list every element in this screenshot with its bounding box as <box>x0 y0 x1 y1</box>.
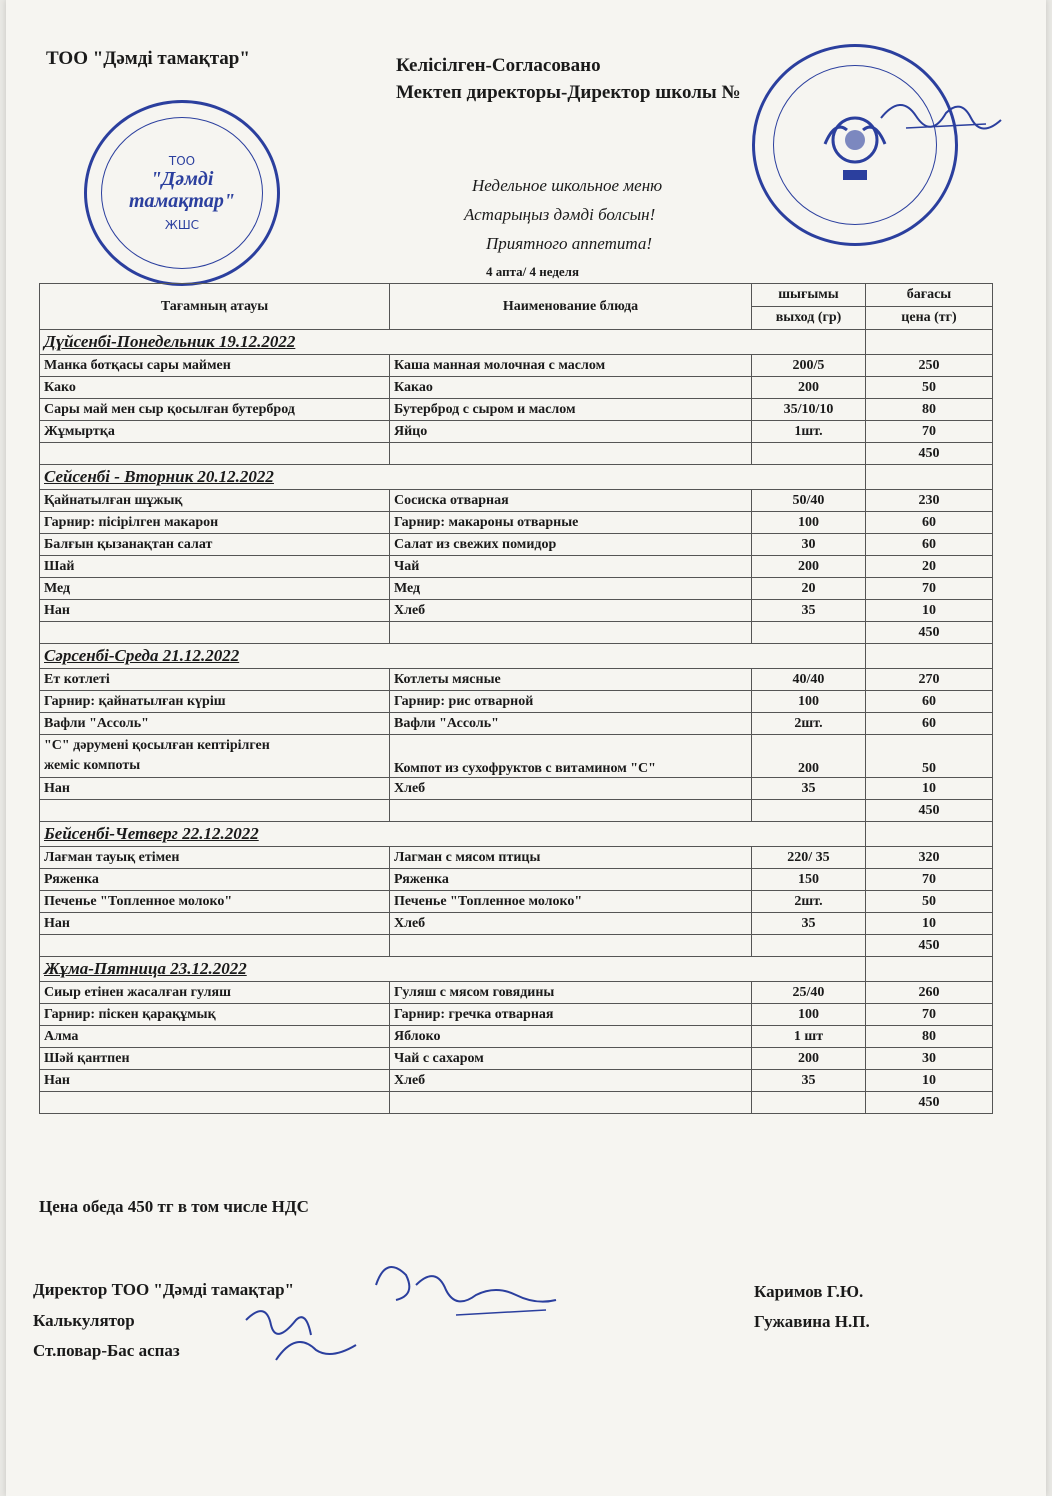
header-output-kz: шығымы <box>752 284 866 307</box>
dish-name-ru: Котлеты мясные <box>390 669 752 691</box>
dish-name-kz: Нан <box>40 1070 390 1092</box>
day-title-empty <box>866 330 993 355</box>
dish-name-kz: Шәй қантпен <box>40 1048 390 1070</box>
total-row <box>40 622 993 644</box>
day-row <box>40 465 993 490</box>
dish-name-kz: Сары май мен сыр қосылған бутерброд <box>40 399 390 421</box>
header-name-ru: Наименование блюда <box>390 284 752 330</box>
dish-name-ru: Хлеб <box>390 778 752 800</box>
dish-name-ru: Бутерброд с сыром и маслом <box>390 399 752 421</box>
table-row <box>40 891 993 913</box>
dish-name-kz <box>40 735 390 778</box>
total-empty-cell <box>40 800 390 822</box>
day-title-empty <box>866 465 993 490</box>
organization-name: ТОО "Дәмді тамақтар" <box>46 48 250 69</box>
day-total: 450 <box>866 1092 993 1114</box>
total-empty-cell <box>390 1092 752 1114</box>
dish-price: 70 <box>866 869 993 891</box>
dish-output: 2шт. <box>752 891 866 913</box>
dish-name-ru: Печенье "Топленное молоко" <box>390 891 752 913</box>
company-stamp <box>84 100 280 286</box>
dish-price: 250 <box>866 355 993 377</box>
dish-price: 80 <box>866 1026 993 1048</box>
dish-output: 2шт. <box>752 713 866 735</box>
table-header-row <box>40 284 993 307</box>
total-row <box>40 443 993 465</box>
day-total: 450 <box>866 622 993 644</box>
table-row <box>40 1004 993 1026</box>
table-row <box>40 490 993 512</box>
dish-name-ru: Компот из сухофруктов с витамином "С" <box>390 735 752 778</box>
calculator-name: Гужавина Н.П. <box>754 1312 870 1331</box>
dish-output: 100 <box>752 512 866 534</box>
dish-output: 50/40 <box>752 490 866 512</box>
dish-name-ru: Гарнир: рис отварной <box>390 691 752 713</box>
dish-name-kz-line2: жеміс компоты <box>44 758 141 773</box>
total-empty-cell <box>390 935 752 957</box>
total-empty-cell <box>40 622 390 644</box>
dish-output: 40/40 <box>752 669 866 691</box>
stamp-bottom-text: ЖШС <box>164 218 200 232</box>
dish-name-kz-line1: "С" дәрумені қосылған кептірілген <box>44 738 270 753</box>
day-title: Сәрсенбі-Среда 21.12.2022 <box>40 644 866 669</box>
dish-output: 1шт. <box>752 421 866 443</box>
dish-price: 60 <box>866 512 993 534</box>
dish-name-ru: Яйцо <box>390 421 752 443</box>
dish-name-kz: Қайнатылған шұжық <box>40 490 390 512</box>
dish-name-ru: Гарнир: гречка отварная <box>390 1004 752 1026</box>
table-row <box>40 778 993 800</box>
dish-output: 200 <box>752 1048 866 1070</box>
table-row <box>40 982 993 1004</box>
dish-name-kz: Алма <box>40 1026 390 1048</box>
dish-name-ru: Вафли "Ассоль" <box>390 713 752 735</box>
table-row <box>40 355 993 377</box>
dish-name-ru: Хлеб <box>390 913 752 935</box>
calculator-label: Калькулятор <box>33 1311 135 1330</box>
day-total: 450 <box>866 935 993 957</box>
stamp-top-text: ТОО <box>168 154 196 168</box>
header-name-kz: Тағамның атауы <box>40 284 390 330</box>
total-empty-cell <box>752 935 866 957</box>
total-row <box>40 1092 993 1114</box>
table-row <box>40 847 993 869</box>
day-row <box>40 644 993 669</box>
day-title: Жұма-Пятница 23.12.2022 <box>40 957 866 982</box>
table-row <box>40 600 993 622</box>
calculator-signature <box>236 1300 366 1370</box>
dish-price: 60 <box>866 691 993 713</box>
dish-name-kz: Нан <box>40 600 390 622</box>
table-row <box>40 735 993 778</box>
day-title: Дүйсенбі-Понедельник 19.12.2022 <box>40 330 866 355</box>
dish-name-ru: Салат из свежих помидор <box>390 534 752 556</box>
director-approval-line: Мектеп директоры-Директор школы № <box>396 82 741 103</box>
dish-name-kz: Печенье "Топленное молоко" <box>40 891 390 913</box>
stamp-name-line2: тамақтар" <box>128 190 236 212</box>
table-row <box>40 1070 993 1092</box>
dish-name-ru: Сосиска отварная <box>390 490 752 512</box>
dish-output: 200 <box>752 735 866 778</box>
dish-name-ru: Каша манная молочная с маслом <box>390 355 752 377</box>
menu-title: Недельное школьное меню <box>472 176 663 195</box>
total-row <box>40 935 993 957</box>
dish-price: 70 <box>866 1004 993 1026</box>
dish-name-ru: Мед <box>390 578 752 600</box>
total-empty-cell <box>390 622 752 644</box>
dish-name-kz: Ряженка <box>40 869 390 891</box>
dish-name-kz: Нан <box>40 778 390 800</box>
dish-name-ru: Гарнир: макароны отварные <box>390 512 752 534</box>
total-empty-cell <box>40 935 390 957</box>
total-empty-cell <box>752 443 866 465</box>
document-page <box>6 0 1046 1496</box>
dish-output: 35 <box>752 778 866 800</box>
table-row <box>40 691 993 713</box>
dish-price: 60 <box>866 713 993 735</box>
dish-output: 20 <box>752 578 866 600</box>
director-label: Директор ТОО "Дәмді тамақтар" <box>33 1280 295 1299</box>
greeting-ru: Приятного аппетита! <box>486 234 653 253</box>
table-row <box>40 578 993 600</box>
dish-output: 200 <box>752 556 866 578</box>
dish-output: 200/5 <box>752 355 866 377</box>
day-title: Бейсенбі-Четверг 22.12.2022 <box>40 822 866 847</box>
day-row <box>40 957 993 982</box>
table-row <box>40 669 993 691</box>
dish-price: 70 <box>866 421 993 443</box>
day-title-empty <box>866 822 993 847</box>
dish-output: 25/40 <box>752 982 866 1004</box>
day-row <box>40 330 993 355</box>
dish-output: 1 шт <box>752 1026 866 1048</box>
director-signature-top <box>876 88 1006 138</box>
table-row <box>40 1048 993 1070</box>
total-empty-cell <box>390 800 752 822</box>
dish-price: 50 <box>866 377 993 399</box>
total-empty-cell <box>752 1092 866 1114</box>
director-name: Каримов Г.Ю. <box>754 1282 864 1301</box>
day-title-empty <box>866 957 993 982</box>
dish-price: 20 <box>866 556 993 578</box>
dish-name-kz: Балғын қызанақтан салат <box>40 534 390 556</box>
table-row <box>40 512 993 534</box>
dish-name-kz: Гарнир: пісірілген макарон <box>40 512 390 534</box>
dish-name-kz: Како <box>40 377 390 399</box>
dish-name-kz: Гарнир: қайнатылған күріш <box>40 691 390 713</box>
dish-price: 230 <box>866 490 993 512</box>
dish-name-ru: Какао <box>390 377 752 399</box>
dish-output: 35/10/10 <box>752 399 866 421</box>
dish-price: 50 <box>866 735 993 778</box>
dish-output: 35 <box>752 1070 866 1092</box>
dish-name-kz: Манка ботқасы сары маймен <box>40 355 390 377</box>
dish-price: 10 <box>866 600 993 622</box>
dish-price: 50 <box>866 891 993 913</box>
dish-output: 100 <box>752 691 866 713</box>
week-label: 4 апта/ 4 неделя <box>486 264 579 279</box>
dish-price: 10 <box>866 778 993 800</box>
dish-output: 30 <box>752 534 866 556</box>
header-price-kz: бағасы <box>866 284 993 307</box>
dish-name-ru: Ряженка <box>390 869 752 891</box>
day-row <box>40 822 993 847</box>
dish-price: 30 <box>866 1048 993 1070</box>
dish-output: 100 <box>752 1004 866 1026</box>
total-empty-cell <box>390 443 752 465</box>
dish-name-ru: Гуляш с мясом говядины <box>390 982 752 1004</box>
dish-name-kz: Нан <box>40 913 390 935</box>
dish-name-ru: Хлеб <box>390 1070 752 1092</box>
dish-name-ru: Лагман с мясом птицы <box>390 847 752 869</box>
dish-name-kz: Сиыр етінен жасалған гуляш <box>40 982 390 1004</box>
table-row <box>40 713 993 735</box>
dish-name-ru: Яблоко <box>390 1026 752 1048</box>
total-row <box>40 800 993 822</box>
dish-price: 10 <box>866 1070 993 1092</box>
total-empty-cell <box>752 800 866 822</box>
total-empty-cell <box>40 443 390 465</box>
dish-name-kz: Ет котлеті <box>40 669 390 691</box>
table-row <box>40 399 993 421</box>
dish-price: 10 <box>866 913 993 935</box>
table-row <box>40 1026 993 1048</box>
dish-price: 320 <box>866 847 993 869</box>
dish-price: 60 <box>866 534 993 556</box>
table-row <box>40 377 993 399</box>
dish-price: 270 <box>866 669 993 691</box>
table-row <box>40 913 993 935</box>
total-empty-cell <box>40 1092 390 1114</box>
stamp-name-line1: "Дәмді <box>150 168 214 190</box>
table-row <box>40 556 993 578</box>
table-row <box>40 869 993 891</box>
dish-price: 70 <box>866 578 993 600</box>
dish-name-kz: Шай <box>40 556 390 578</box>
dish-name-ru: Чай <box>390 556 752 578</box>
dish-name-kz: Вафли "Ассоль" <box>40 713 390 735</box>
day-total: 450 <box>866 443 993 465</box>
day-total: 450 <box>866 800 993 822</box>
dish-name-kz: Жұмыртқа <box>40 421 390 443</box>
table-row <box>40 534 993 556</box>
dish-name-kz: Лағман тауық етімен <box>40 847 390 869</box>
dish-output: 150 <box>752 869 866 891</box>
dish-output: 200 <box>752 377 866 399</box>
dish-output: 35 <box>752 600 866 622</box>
dish-name-ru: Хлеб <box>390 600 752 622</box>
director-signature <box>366 1255 566 1335</box>
approval-label: Келісілген-Согласовано <box>396 55 601 76</box>
school-stamp <box>752 44 958 246</box>
dish-name-kz: Гарнир: піскен қарақұмық <box>40 1004 390 1026</box>
header-price-ru: цена (тг) <box>866 307 993 330</box>
table-row <box>40 421 993 443</box>
menu-table <box>39 283 993 1114</box>
chef-label: Ст.повар-Бас аспаз <box>33 1341 180 1360</box>
total-empty-cell <box>752 622 866 644</box>
dish-output: 220/ 35 <box>752 847 866 869</box>
day-title: Сейсенбі - Вторник 20.12.2022 <box>40 465 866 490</box>
dish-price: 260 <box>866 982 993 1004</box>
day-title-empty <box>866 644 993 669</box>
price-note: Цена обеда 450 тг в том числе НДС <box>39 1197 309 1216</box>
dish-name-kz: Мед <box>40 578 390 600</box>
dish-name-ru: Чай с сахаром <box>390 1048 752 1070</box>
header-output-ru: выход (гр) <box>752 307 866 330</box>
dish-price: 80 <box>866 399 993 421</box>
dish-output: 35 <box>752 913 866 935</box>
greeting-kz: Астарыңыз дәмді болсын! <box>464 205 656 224</box>
